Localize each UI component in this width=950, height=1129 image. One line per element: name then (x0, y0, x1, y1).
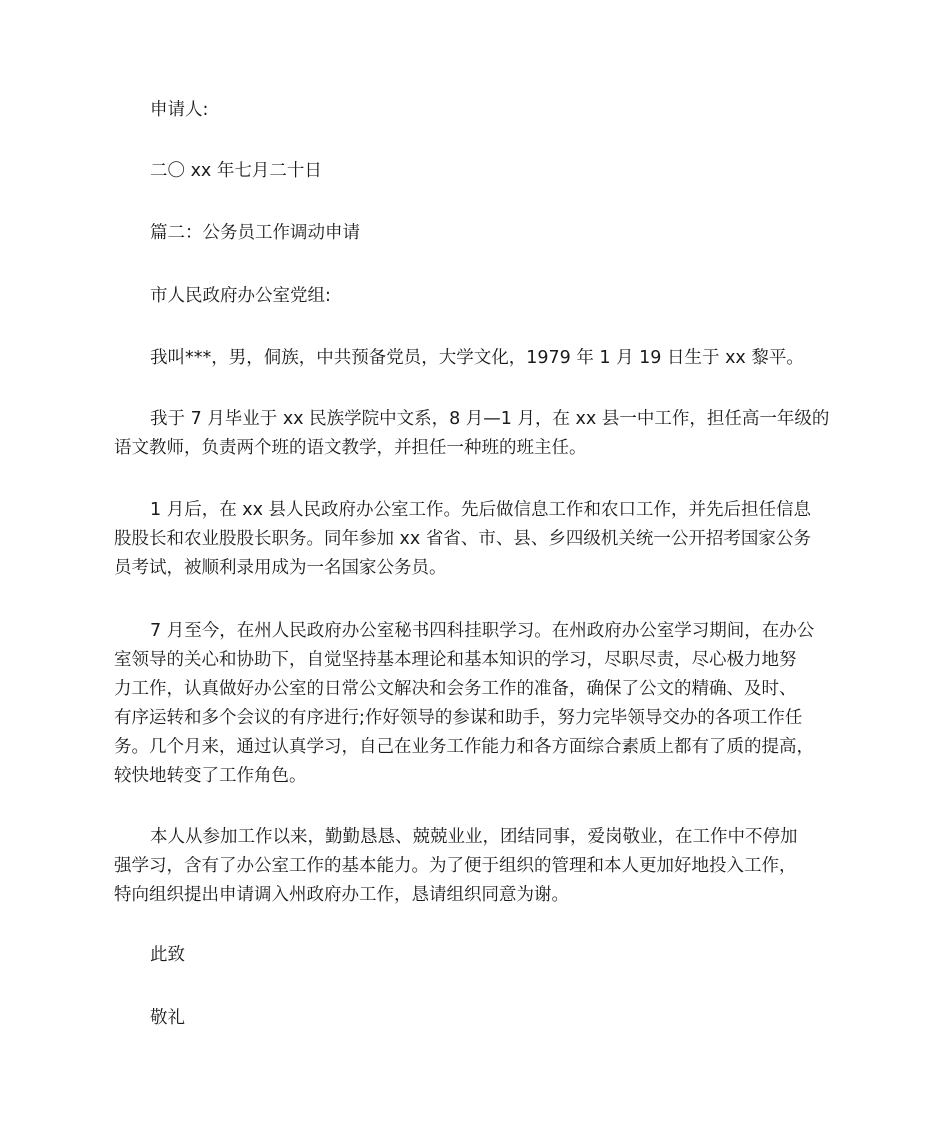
section-heading: 篇二：公务员工作调动申请 (150, 223, 360, 243)
paragraph-prefecture-office: 7 月至今，在州人民政府办公室秘书四科挂职学习。在州政府办公室学习期间，在办公 室领导的关心和协助下，自觉坚持基本理论和基本知识的学习，尽职尽责，尽心极力地努 力工作，认真做好办公室的日常公文解决和会务工作的准备，确保了公文的精确、及时、 有序运转和多个会议的有序进行;作好领导的参谋和助手，努力完毕领导交办的各项工作任 务。几个月来，通过认真学习，自己在业务工作能力和各方面综合素质上都有了质的提高， 较快地转变了工作角色。 (114, 621, 815, 786)
paragraph-county-office: 1 月后，在 xx 县人民政府办公室工作。先后做信息工作和农口工作，并先后担任信息 股股长和农业股股长职务。同年参加 xx 省省、市、县、乡四级机关统一公开招考国家公务 员考试，被顺利录用成为一名国家公务员。 (114, 500, 812, 578)
applicant-line: 申请人: (150, 100, 209, 120)
paragraph-request: 本人从参加工作以来，勤勤恳恳、兢兢业业，团结同事，爱岗敬业，在工作中不停加 强学习，含有了办公室工作的基本能力。为了便于组织的管理和本人更加好地投入工作， 特向组织提出申请调入州政府办工作，恳请组织同意为谢。 (114, 827, 798, 905)
date-line: 二〇 xx 年七月二十日 (150, 161, 322, 181)
closing-cizhi: 此致 (150, 945, 185, 965)
intro-paragraph: 我叫***，男，侗族，中共预备党员，大学文化，1979 年 1 月 19 日生于 xx 黎平。 (150, 348, 804, 368)
salutation: 市人民政府办公室党组: (150, 286, 331, 306)
closing-jingli: 敬礼 (150, 1008, 185, 1028)
paragraph-education: 我于 7 月毕业于 xx 民族学院中文系，8 月—1 月，在 xx 县一中工作，担任高一年级的 语文教师，负责两个班的语文教学，并担任一种班的班主任。 (114, 409, 830, 458)
